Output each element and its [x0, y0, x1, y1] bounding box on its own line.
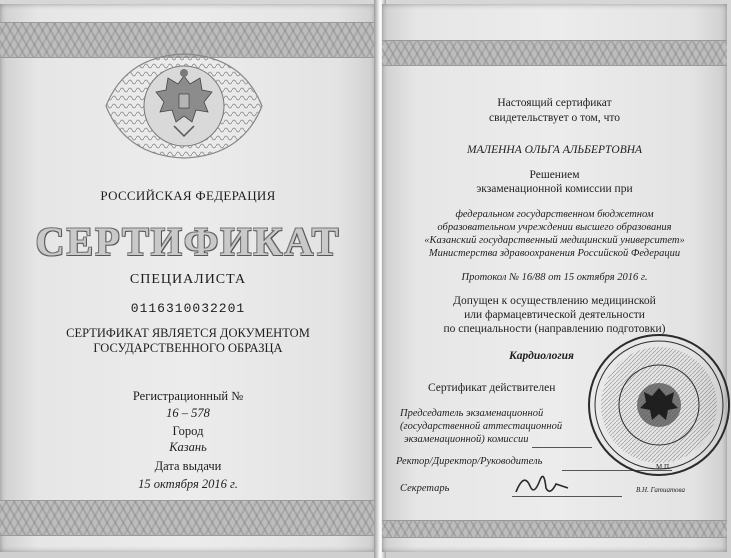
decision-line-2: экзаменационной комиссии при [476, 183, 633, 195]
official-stamp-icon [584, 330, 731, 480]
city-value: Казань [169, 440, 207, 454]
org-line-3: «Казанский государственный медицинский университет» [424, 235, 685, 246]
secretary-name: В.Н. Гатиатова [636, 486, 685, 494]
chair-line-1: Председатель экзаменационной [400, 408, 544, 419]
chair-line-2: (государственной аттестационной [400, 421, 563, 432]
validity-line: Сертификат действителен [428, 382, 556, 394]
secretary-signature-icon [512, 466, 572, 502]
issue-date-value: 15 октября 2016 г. [138, 477, 238, 491]
org-line-2: образовательном учреждении высшего образования [437, 222, 672, 233]
mp-label: М.П. [656, 463, 671, 471]
doc-status-line-1: СЕРТИФИКАТ ЯВЛЯЕТСЯ ДОКУМЕНТОМ [66, 326, 310, 340]
decision-line-1: Решением [529, 169, 580, 181]
doc-status-line-2: ГОСУДАРСТВЕННОГО ОБРАЗЦА [93, 341, 283, 355]
specialty-value: Кардиология [509, 350, 574, 362]
ornament-band-bottom-right [382, 520, 727, 538]
chair-signature-line [532, 447, 592, 448]
ornament-band-top-right [382, 40, 727, 66]
admit-line-2: или фармацевтической деятельности [464, 309, 645, 321]
intro-line-2: свидетельствует о том, что [489, 112, 620, 124]
holder-name: МАЛЕННА ОЛЬГА АЛЬБЕРТОВНА [466, 144, 643, 156]
secretary-label: Секретарь [400, 483, 450, 494]
rector-label: Ректор/Директор/Руководитель [396, 456, 543, 467]
protocol-line: Протокол № 16/88 от 15 октября 2016 г. [461, 272, 648, 283]
certificate-title: СЕРТИФИКАТ [35, 219, 341, 264]
org-line-4: Министерства здравоохранения Российской Федерации [428, 248, 681, 259]
reg-number-label: Регистрационный № [132, 389, 244, 403]
certificate-number: 0116310032201 [130, 301, 246, 316]
admit-line-1: Допущен к осуществлению медицинской [453, 295, 656, 307]
intro-line-1: Настоящий сертификат [497, 97, 612, 109]
ornament-band-bottom [0, 500, 376, 536]
chair-line-3: экзаменационной) комиссии [404, 434, 529, 445]
certificate-subtitle: СПЕЦИАЛИСТА [129, 272, 247, 287]
org-line-1: федеральном государственном бюджетном [455, 209, 654, 220]
reg-number-value: 16 – 578 [166, 406, 210, 420]
admit-line-3: по специальности (направлению подготовки) [443, 323, 666, 335]
country-heading: РОССИЙСКАЯ ФЕДЕРАЦИЯ [100, 188, 276, 203]
coat-of-arms-emblem-icon [96, 46, 272, 166]
left-page [0, 4, 376, 552]
city-label: Город [172, 424, 204, 438]
issue-date-label: Дата выдачи [154, 459, 222, 473]
